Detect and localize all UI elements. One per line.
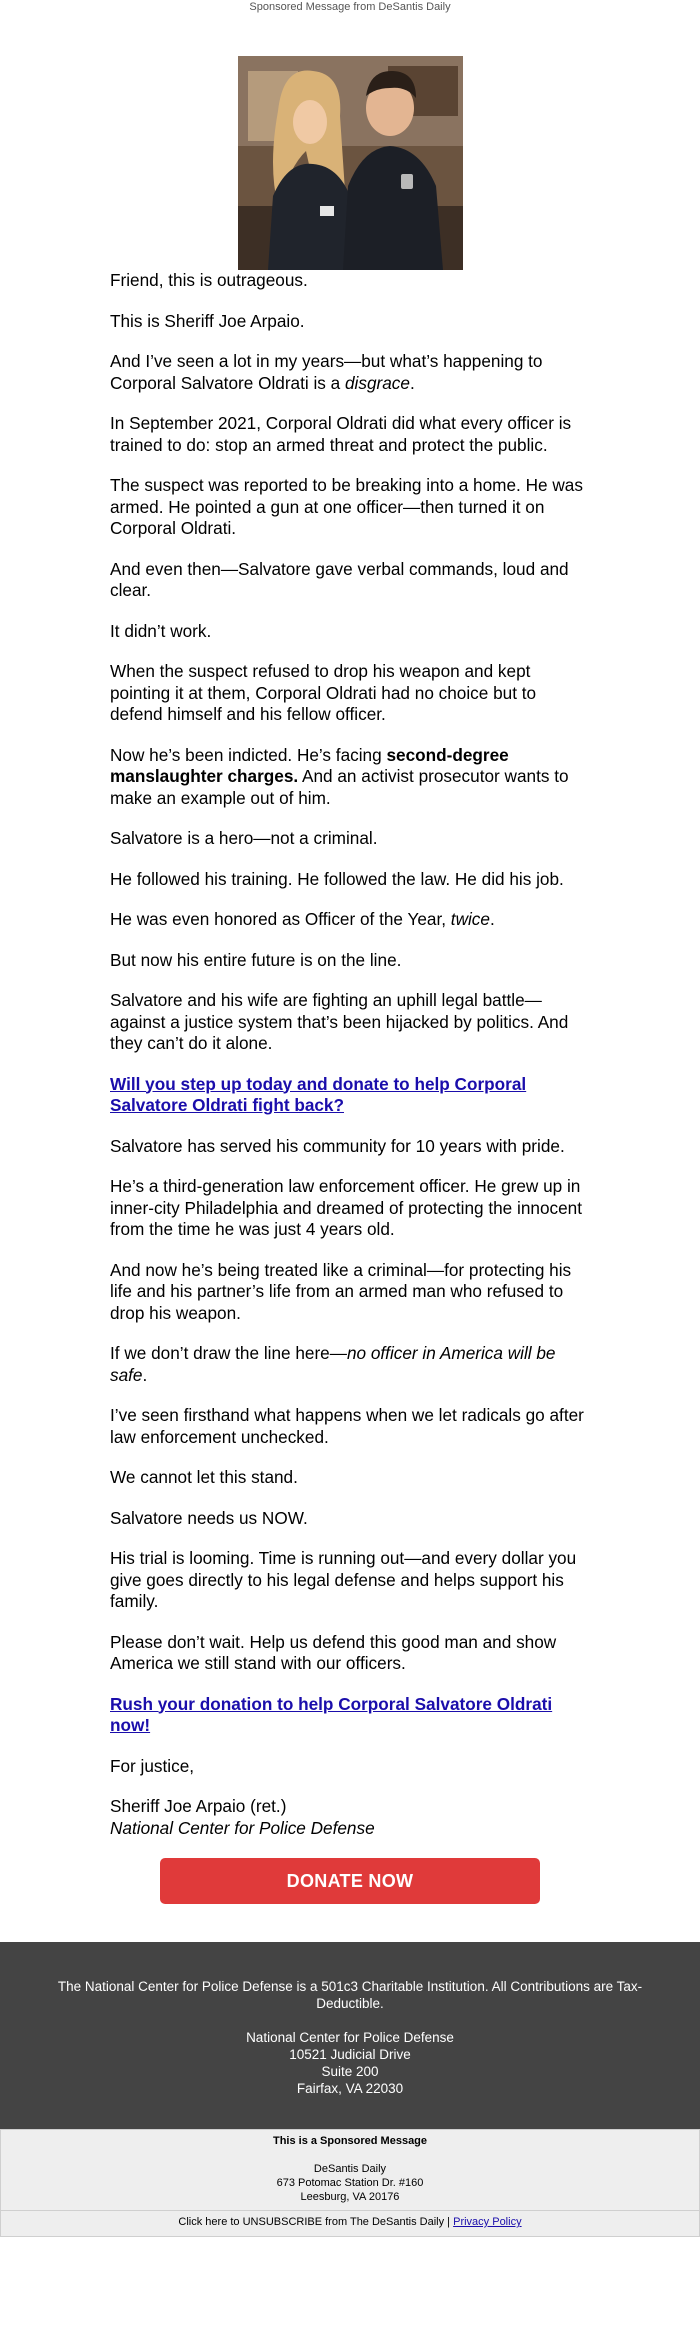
sponsored-label: Sponsored Message from DeSantis Daily [249,1,451,13]
text: Friend, this is outrageous. [110,270,308,290]
text: . [489,909,495,929]
text: If we don’t draw the line here— [110,1343,347,1363]
text: Salvatore is a hero—not a criminal. [110,828,378,848]
address-line: 10521 Judicial Drive [289,2047,411,2062]
text: He followed his training. He followed the law. He did his job. [110,868,564,889]
address-line: Fairfax, VA 22030 [296,2081,404,2096]
org-address [40,2029,660,2097]
text: And now he’s being treated like a criminal—for protecting his life and his partner’s life from an armed man who refused to drop his weapon. [110,1259,572,1323]
text: . [409,372,415,393]
privacy-policy-link[interactable]: Privacy Policy [453,2216,522,2228]
text: It didn’t work. [110,620,212,641]
paragraph [110,909,592,931]
paragraph [110,1508,592,1530]
text: In September 2021, Corporal Oldrati did what every officer is trained to do: stop an armed threat and protect the public. [110,413,572,455]
text: And an activist prosecutor wants to make an example out of him. [110,766,569,808]
separator: | [444,2216,454,2228]
unsubscribe-link[interactable]: Click here to UNSUBSCRIBE from The DeSantis Daily [178,2216,445,2228]
donate-link-rush[interactable]: Rush your donation to help Corporal Salvatore Oldrati now! [110,1693,553,1735]
text: And I’ve seen a lot in my years—but what’s happening to Corporal Salvatore Oldrati is a [110,351,543,393]
paragraph [110,311,592,333]
cta-container [0,1858,700,1904]
closing: For justice, [110,1755,195,1776]
paragraph [110,1074,592,1117]
address-line: Suite 200 [321,2064,379,2079]
hero-photo [238,56,463,270]
paragraph [110,950,592,972]
paragraph [110,621,592,643]
paragraph [110,1136,592,1158]
paragraph [110,1176,592,1241]
paragraph [110,1343,592,1386]
hero-photo-container [0,56,700,270]
paragraph [110,1260,592,1325]
paragraph [110,1548,592,1613]
donate-now-button[interactable]: DONATE NOW [160,1858,540,1904]
emphasis: twice [450,909,490,929]
paragraph [110,1405,592,1448]
signature-name: Sheriff Joe Arpaio (ret.) [110,1796,287,1816]
paragraph [110,1467,592,1489]
unsubscribe-bar [0,2211,700,2237]
text: Salvatore and his wife are fighting an uphill legal battle—against a justice system that’s been hijacked by politics. And they can’t do it alone. [110,990,569,1053]
sponsor-name: DeSantis Daily [313,2163,387,2175]
paragraph [110,1694,592,1737]
text: Now he’s been indicted. He’s facing [110,744,387,765]
text: He’s a third-generation law enforcement officer. He grew up in inner-city Philadelphia and dreamed of protecting the innocent from the time he was just 4 years old. [110,1176,583,1239]
text: He was even honored as Officer of the Year, [110,909,451,929]
signature [110,1796,592,1839]
paragraph [110,869,592,891]
text: This is Sheriff Joe Arpaio. [110,310,305,331]
paragraph [110,1632,592,1675]
emphasis: no officer in America will be safe [110,1343,556,1385]
signature-org: National Center for Police Defense [110,1817,375,1838]
paragraph [110,828,592,850]
bold-text: second-degree manslaughter charges. [110,744,509,786]
paragraph [110,661,592,726]
sponsored-header [0,0,700,36]
charity-footer [0,1942,700,2129]
text: But now his entire future is on the line. [110,949,402,970]
sponsor-address-line: 673 Potomac Station Dr. #160 [276,2177,424,2189]
letter-body [110,270,592,1839]
text: And even then—Salvatore gave verbal commands, loud and clear. [110,558,569,600]
text: I’ve seen firsthand what happens when we let radicals go after law enforcement unchecked. [110,1405,584,1447]
sponsor-address-line: Leesburg, VA 20176 [300,2191,400,2203]
text: His trial is looming. Time is running out—and every dollar you give goes directly to his legal defense and helps support his family. [110,1548,577,1611]
paragraph [110,413,592,456]
text: Please don’t wait. Help us defend this good man and show America we still stand with our officers. [110,1631,557,1673]
paragraph [110,1756,592,1778]
sponsor-footer [0,2129,700,2211]
emphasis: disgrace [345,372,410,393]
text: The suspect was reported to be breaking into a home. He was armed. He pointed a gun at one officer—then turned it on Corporal Oldrati. [110,475,583,538]
text: Salvatore needs us NOW. [110,1507,308,1528]
text: . [142,1364,148,1385]
paragraph [110,990,592,1055]
paragraph [110,559,592,602]
sponsor-title: This is a Sponsored Message [272,2135,428,2147]
text: When the suspect refused to drop his weapon and kept pointing it at them, Corporal Oldrati had no choice but to defend himself and his fellow officer. [110,661,537,724]
org-name: National Center for Police Defense [246,2030,454,2045]
text: Salvatore has served his community for 10 years with pride. [110,1135,565,1156]
text: We cannot let this stand. [110,1467,298,1487]
donate-link-fight-back[interactable]: Will you step up today and donate to help Corporal Salvatore Oldrati fight back? [110,1073,527,1115]
paragraph [110,351,592,394]
charity-disclaimer: The National Center for Police Defense is a 501c3 Charitable Institution. All Contributions are Tax-Deductible. [57,1979,643,2011]
paragraph [110,270,592,292]
paragraph [110,745,592,810]
paragraph [110,475,592,540]
